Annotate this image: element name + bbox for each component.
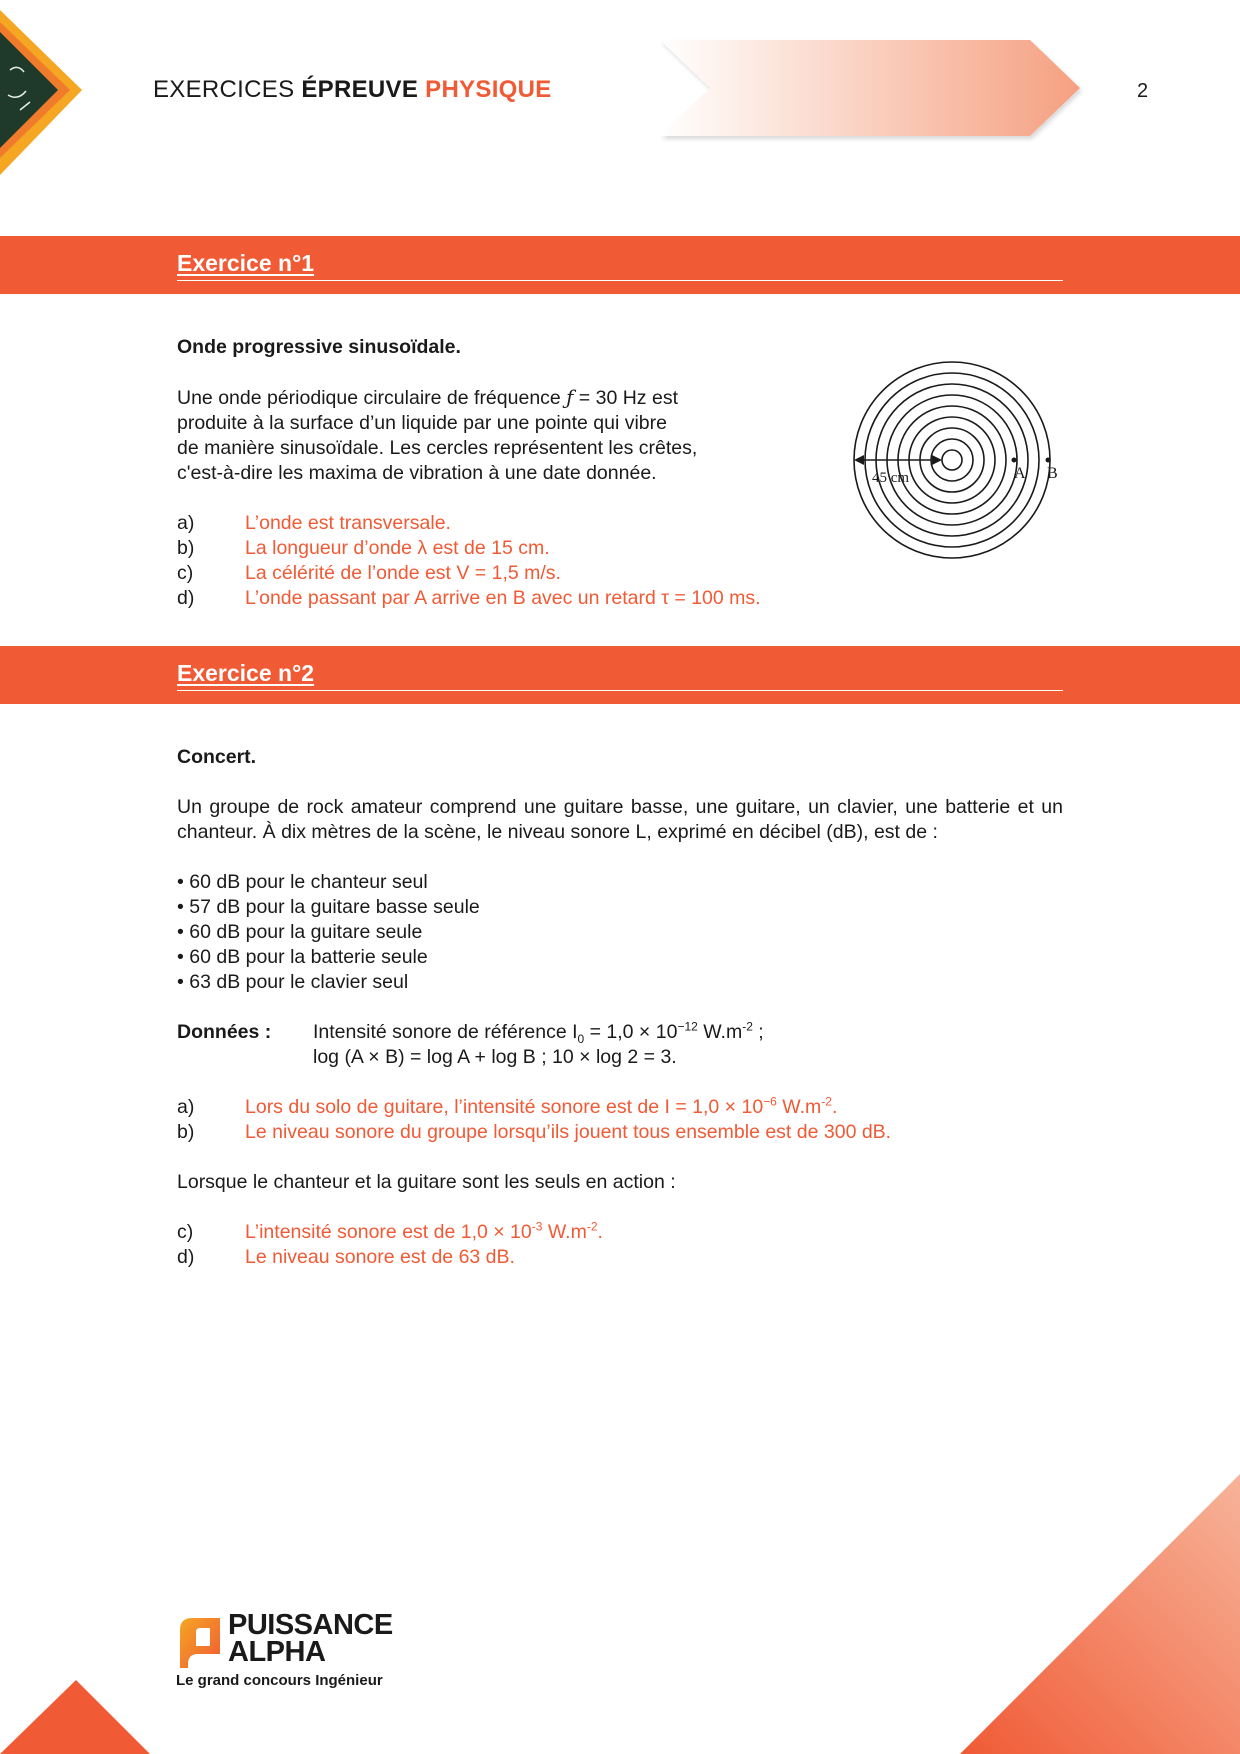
exercise2-option-d[interactable]: d) Le niveau sonore est de 63 dB. [177,1246,515,1268]
header-arrow-banner [660,38,1090,142]
page-number: 2 [1137,80,1149,102]
sound-level-item: • 57 dB pour la guitare basse seule [177,896,480,918]
exercise2-option-c[interactable]: c) L’intensité sonore est de $1,0 \times 10^{-3}$ $W.m^{-2}$. [177,1219,603,1243]
header-title-physique: PHYSIQUE [425,76,552,103]
exercise1-subtitle: Onde progressive sinusoïdale. [177,336,461,358]
exercise2-option-a[interactable]: a) Lors du solo de guitare, l’intensité sonore est de $I = 1,0 \times 10^{-6}$ $W.m^{-2}$. [177,1094,838,1118]
point-a-marker [1012,458,1017,463]
arrow-head-right [932,455,942,465]
arrow-head-left [854,455,864,465]
exercise2-option-b[interactable]: b) Le niveau sonore du groupe lorsqu’ils jouent tous ensemble est de 300 dB. [177,1121,892,1143]
puissance-alpha-logo-icon [176,1616,224,1668]
exercise1-option-d[interactable]: d) L’onde passant par A arrive en B avec un retard τ = 100 ms. [177,587,761,609]
sound-level-item: • 63 dB pour le clavier seul [177,971,409,993]
sound-level-item: • 60 dB pour la guitare seule [177,921,423,943]
header-title [153,76,552,104]
header-title-exercices: EXERCICES [153,76,302,103]
sound-level-list [177,870,1063,995]
header-title-epreuve: ÉPREUVE [301,76,426,103]
logo-tagline: Le grand concours Ingénieur [176,1672,383,1689]
wave-crest-circle [942,450,962,470]
exercise1-heading: Exercice n°1 [177,250,1063,281]
exercise1-banner [0,236,1240,294]
logo-wordmark: PUISSANCE ALPHA [228,1609,393,1668]
point-b-marker [1046,458,1051,463]
exercise1-option-b[interactable]: b) La longueur d’onde λ est de 15 cm. [177,537,550,559]
donnees-label: Données : [177,1021,272,1043]
exercise2-middle-text: Lorsque le chanteur et la guitare sont les seuls en action : [177,1171,676,1193]
donnees-values: Intensité sonore de référence $I_0 = 1,0 \times 10^{-12}$ $W.m^{-2}$ ; log (A × B) = log A + log B ; 10 × log 2 = 3. [313,1019,764,1068]
exercise2-intro: Un groupe de rock amateur comprend une guitare basse, une guitare, un clavier, une batterie et un chanteur. À dix mètres de la scène, le niveau sonore L, exprimé en décibel (dB), est de : [177,796,1063,843]
bottom-left-triangle [0,1674,160,1754]
sound-level-item: • 60 dB pour la batterie seule [177,946,428,968]
exercise2-subtitle: Concert. [177,746,257,768]
exercise2-banner [0,646,1240,704]
exercise1-option-a[interactable]: a) L’onde est transversale. [177,512,451,534]
exercise1-option-c[interactable]: c) La célérité de l’onde est V = 1,5 m/s. [177,562,561,584]
sound-level-item: • 60 dB pour le chanteur seul [177,871,428,893]
point-b-label: B [1047,465,1058,482]
concentric-wave-figure [838,348,1072,584]
point-a-label: A [1014,465,1026,482]
distance-label: 45 cm [872,470,910,486]
corner-chalkboard-decoration [0,0,110,200]
donnees-block [177,1020,1063,1070]
exercise2-content [177,745,1063,1270]
exercise1-intro: Une onde périodique circulaire de fréquence ƒ = 30 Hz est produite à la surface d’un liquide par une pointe qui vibre de manière sinusoïdale. Les cercles représentent les crêtes, c'est-à-dire les maxima de vibration à une date donnée. [177,386,698,484]
bottom-right-gradient-triangle [960,1474,1240,1754]
exercise2-heading: Exercice n°2 [177,660,1063,691]
